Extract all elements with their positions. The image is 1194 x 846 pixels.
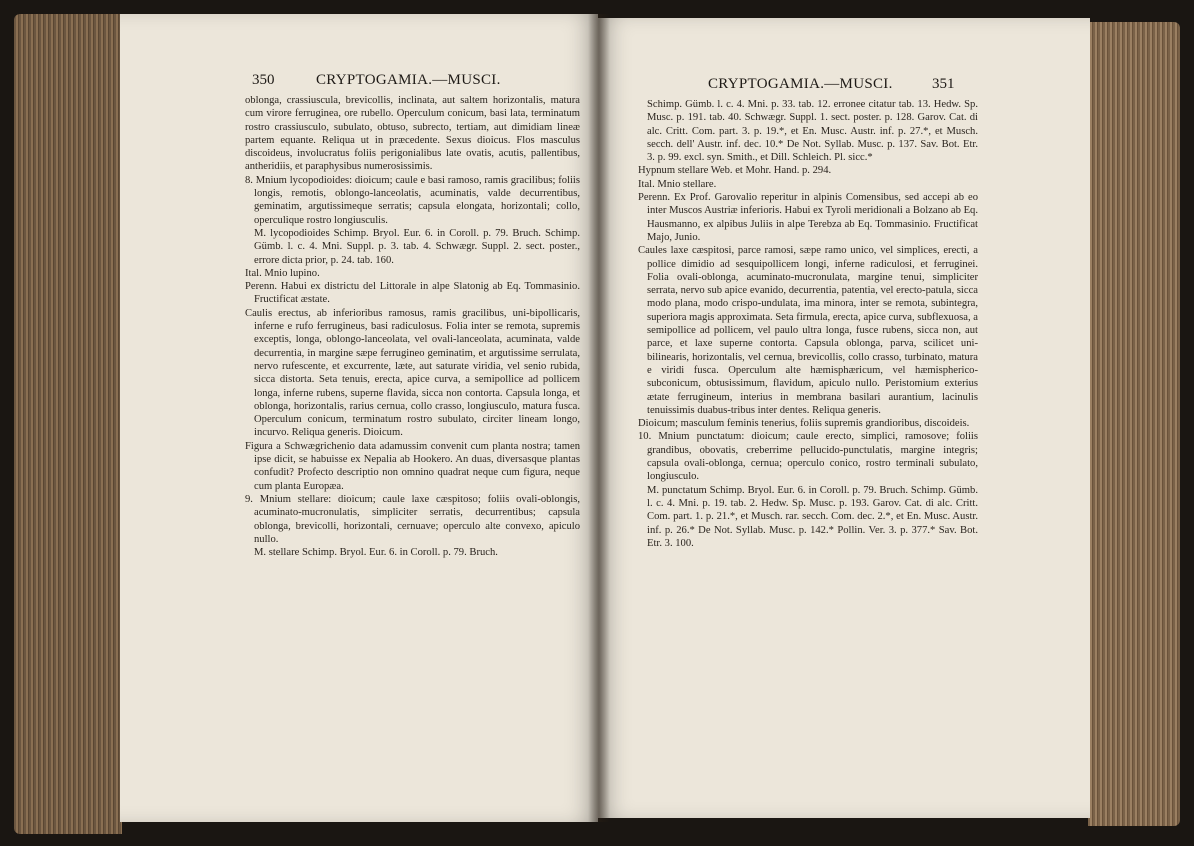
book-edge-right (1088, 22, 1180, 826)
paragraph: Dioicum; masculum feminis tenerius, foliis supremis grandioribus, discoideis. (638, 418, 970, 430)
book-spine-gutter (588, 14, 610, 822)
left-page-text (245, 94, 580, 559)
paragraph: Schimp. Gümb. l. c. 4. Mni. p. 33. tab. 12. erronee citatur tab. 13. Hedw. Sp. Musc. p. 191. tab. 40. Schwægr. Suppl. 1. sect. poster. p. 128. Garov. Cat. di alc. Critt. Com. part. 3. p. 19.*, et En. Musc. Austr. inf. p. 27.*, et Musch. secch. dell' Austr. inf. dec. 10.* De Not. Syllab. Musc. p. 137. Sav. Bot. Etr. 3. p. 99. excl. syn. Smith., et Dill. Schleich. Pl. sicc.* (647, 99, 978, 164)
paragraph: M. lycopodioides Schimp. Bryol. Eur. 6. in Coroll. p. 79. Bruch. Schimp. Gümb. l. c. 4. Mni. Suppl. p. 3. tab. 4. Schwægr. Suppl. 2. sect. poster., errore dicta prior, p. 24. tab. 160. (254, 227, 580, 266)
paragraph: Figura a Schwægrichenio data adamussim convenit cum planta nostra; tamen ipse dicit, se habuisse ex Nepalia ab Hookero. An duas, diversasque plantas confudit? Profecto descriptio non omnino quadrat neque cum figura, neque cum planta Europæa. (245, 440, 580, 492)
paragraph: Ital. Mnio lupino. (245, 267, 320, 279)
right-page-number: 351 (932, 76, 955, 92)
paragraph: M. punctatum Schimp. Bryol. Eur. 6. in Coroll. p. 79. Bruch. Schimp. Gümb. l. c. 4. Mni. p. 19. tab. 2. Hedw. Sp. Musc. p. 193. Garov. Cat. di alc. Critt. Com. part. 1. p. 21.*, et Musch. rar. secch. Com. dec. 2.*, et En. Musc. Austr. inf. p. 26.* De Not. Syllab. Musc. p. 142.* Pollin. Ver. 3. p. 377.* Sav. Bot. Etr. 3. 100. (647, 484, 978, 549)
book-edge-left (14, 14, 122, 834)
right-page (598, 18, 1090, 818)
right-running-head: CRYPTOGAMIA.—MUSCI. (708, 76, 893, 92)
left-page-number: 350 (252, 72, 275, 88)
paragraph: Perenn. Ex Prof. Garovalio reperitur in alpinis Comensibus, sed accepi ab eo inter Muscos Austriæ inferioris. Habui ex Tyroli meridionali a Bolzano ab Eq. Hausmanno, ex alpibus Juliis in alpe Terebza ab Eq. Tommasinio. Fructificat Majo, Junio. (638, 192, 978, 243)
paragraph: Caulis erectus, ab inferioribus ramosus, ramis gracilibus, uni-bipollicaris, inferne e rufo ferrugineus, basi radiculosus. Folia inter se remota, supremis exceptis, longa, oblongo-lanceolata, vel ovali-lanceolata, acuminata, valde decurrentia, in margine sæpe ferrugineo geminatim, et argutissime serrulata, nervo rufescente, et excurrente, læte, aut saturate viridia, vel senio rubida, sicca distorta. Seta tenuis, erecta, apice curva, a semipollice ad pollicem longa, inferne rubens, superne flavida, sicca non contorta. Capsula longa, et oblonga, horizontalis, rarius cernua, collo crasso, longiusculo, matura fusca. Operculum conicum, terminatum rostro subulato, circiter lineam longo, incurvo. Reliqua generis. Dioicum. (245, 307, 580, 439)
paragraph: Hypnum stellare Web. et Mohr. Hand. p. 294. (638, 165, 832, 177)
paragraph: 9. Mnium stellare: dioicum; caule laxe cæspitoso; foliis ovali-oblongis, acuminato-mucronulatis, simpliciter serratis, decurrentibus; capsula oblonga, brevicolli, horizontali, cernuave; operculo alte convexo, apiculo nullo. (245, 493, 580, 545)
paragraph: oblonga, crassiuscula, brevicollis, inclinata, aut saltem horizontalis, matura cum virore ferruginea, ore rubello. Operculum conicum, basi lata, terminatum rostro crassiusculo, subulato, obtuso, subrecto, tertiam, aut dimidiam lineæ partem equante. Reliqua ut in præcedente. Sexus dioicus. Flos masculus discoideus, involucratus foliis perigonialibus late ovatis, acutis, pallentibus, antheridiis, et paraphysibus numerosissimis. (245, 95, 580, 173)
paragraph: Perenn. Habui ex districtu del Littorale in alpe Slatonig ab Eq. Tommasinio. Fructificat æstate. (245, 281, 580, 306)
paragraph: 8. Mnium lycopodioides: dioicum; caule e basi ramoso, ramis gracilibus; foliis longis, remotis, oblongo-lanceolatis, acuminatis, valde decurrentibus, geminatim, argutissimeque serratis; capsula elongata, horizontali; collo, operculique rostro longiusculis. (245, 174, 580, 226)
paragraph: 10. Mnium punctatum: dioicum; caule erecto, simplici, ramosove; foliis grandibus, obovatis, creberrime pellucido-punctulatis, margine integris; capsula ovali-oblonga, cernua; operculo conico, rostro terminali subulato, longiusculo. (638, 431, 978, 483)
paragraph: M. stellare Schimp. Bryol. Eur. 6. in Coroll. p. 79. Bruch. (254, 547, 498, 559)
right-page-text (638, 98, 978, 550)
left-page (120, 14, 598, 822)
paragraph: Caules laxe cæspitosi, parce ramosi, sæpe ramo unico, vel simplices, erecti, a pollice dimidio ad sesquipollicem longi, inferne radiculosi, et ferruginei. Folia ovali-oblonga, acuminato-mucronulata, margine tenui, simpliciter serrata, nervo sub apice evanido, decurrentia, patentia, vel erecto-patula, sicca modo plana, modo crispo-undulata, ima minora, inter se remota, subintegra, superiora magis approximata. Seta firmula, erecta, apice curva, subflexuosa, a semipollice ad pollicem, vel paulo ultra longa, fusce rubens, sicca non, aut parce, et laxe superne contorta. Capsula oblonga, parva, scilicet uni-bilinearis, horizontalis, vel cernua, brevicollis, collo crasso, turbinato, matura e viridi fusca. Operculum alte hæmisphæricum, vel hæmispherico-subconicum, obtusissimum, flavidum, apiculo nullo. Peristomium exterius ætate ferrugineum, interius in membrana basilari aurantium, lacinulis tenuissimis duabus-tribus inter dentes. Reliqua generis. (638, 245, 978, 416)
paragraph: Ital. Mnio stellare. (638, 178, 717, 190)
left-running-head: CRYPTOGAMIA.—MUSCI. (316, 72, 501, 88)
